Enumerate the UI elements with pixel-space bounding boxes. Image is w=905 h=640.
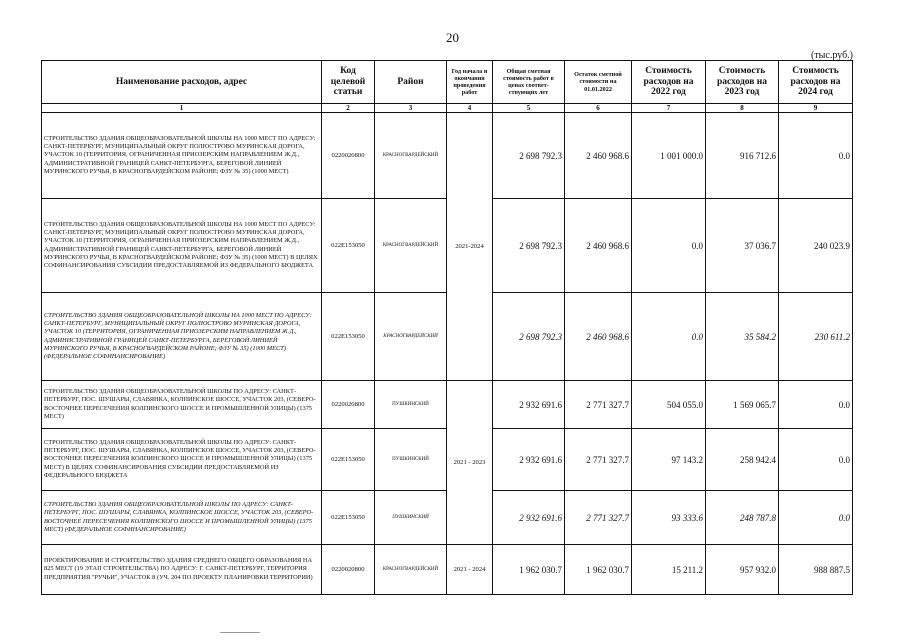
column-number-row (42, 104, 853, 113)
column-number: 8 (706, 104, 779, 113)
header-cost-2022: Стоимость расходов на 2022 год (632, 61, 706, 104)
table-row (42, 113, 853, 199)
header-code: Код целевой статьи (322, 61, 375, 104)
total-estimate: 2 698 792.3 (493, 293, 565, 381)
column-number: 3 (375, 104, 447, 113)
cost-2022: 0.0 (632, 293, 706, 381)
cost-2022: 504 055.0 (632, 381, 706, 429)
cost-2023: 248 787.8 (706, 491, 779, 545)
work-years: 2021 - 2024 (447, 545, 493, 595)
cost-2024: 230 611.2 (779, 293, 853, 381)
cost-2024: 0.0 (779, 113, 853, 199)
estimate-remainder: 2 771 327.7 (565, 491, 632, 545)
estimate-remainder: 2 460 968.6 (565, 199, 632, 293)
budget-table (41, 60, 853, 595)
cost-2023: 1 569 065.7 (706, 381, 779, 429)
target-code: 0220020800 (322, 545, 375, 595)
work-years: 2021 - 2023 (447, 381, 493, 545)
total-estimate: 2 698 792.3 (493, 199, 565, 293)
column-number: 9 (779, 104, 853, 113)
expense-name: СТРОИТЕЛЬСТВО ЗДАНИЯ ОБЩЕОБРАЗОВАТЕЛЬНОЙ ШКОЛЫ НА 1000 МЕСТ ПО АДРЕСУ: САНКТ-ПЕТЕРБУРГ, МУНИЦИПАЛЬНЫЙ ОКРУГ ПОЛЮСТРОВО МУРИНСКАЯ ДОРОГА, УЧАСТОК 10 (ТЕРРИТОРИЯ, ОГРАНИЧЕННАЯ ПРИОЗЕРСКИМ НАПРАВЛЕНИЕМ Ж.Д., АДМИНИСТРАТИВНОЙ ГРАНИЦЕЙ САНКТ-ПЕТЕРБУРГА, БЕРЕГОВОЙ ЛИНИЕЙ МУРИНСКОГО РУЧЬЯ, В КРАСНОГВАРДЕЙСКОМ РАЙОНЕ; ФЗУ № 35) (1000 МЕСТ) В ЦЕЛЯХ СОФИНАНСИРОВАНИЯ СУБСИДИИ ПРЕДОСТАВЛЯЕМОЙ ИЗ ФЕДЕРАЛЬНОГО БЮДЖЕТА (42, 199, 322, 293)
estimate-remainder: 2 460 968.6 (565, 113, 632, 199)
cost-2023: 916 712.6 (706, 113, 779, 199)
expense-name: ПРОЕКТИРОВАНИЕ И СТРОИТЕЛЬСТВО ЗДАНИЯ СРЕДНЕГО ОБЩЕГО ОБРАЗОВАНИЯ НА 825 МЕСТ (19 ЭТАП СТРОИТЕЛЬСТВА) ПО АДРЕСУ: Г. САНКТ-ПЕТЕРБУРГ, ТЕРРИТОРИЯ ПРЕДПРИЯТИЯ "РУЧЬИ", УЧАСТОК 8 (УЧ. 204 ПО ПРОЕКТУ ПЛАНИРОВКИ ТЕРРИТОРИИ) (42, 545, 322, 595)
cost-2024: 240 023.9 (779, 199, 853, 293)
header-cost-2023: Стоимость расходов на 2023 год (706, 61, 779, 104)
estimate-remainder: 2 771 327.7 (565, 381, 632, 429)
header-remainder: Остаток сметной стоимости на 01.01.2022 (565, 61, 632, 104)
page-number: 20 (446, 30, 459, 45)
total-estimate: 2 932 691.6 (493, 491, 565, 545)
district: КРАСНОГВАРДЕЙСКИЙ (375, 199, 447, 293)
work-years: 2021-2024 (447, 113, 493, 381)
estimate-remainder: 2 460 968.6 (565, 293, 632, 381)
cost-2023: 37 036.7 (706, 199, 779, 293)
header-name: Наименование расходов, адрес (42, 61, 322, 104)
table-row (42, 381, 853, 429)
column-number: 7 (632, 104, 706, 113)
expense-name: СТРОИТЕЛЬСТВО ЗДАНИЯ ОБЩЕОБРАЗОВАТЕЛЬНОЙ ШКОЛЫ ПО АДРЕСУ: САНКТ-ПЕТЕРБУРГ, ПОС. ШУШАРЫ, СЛАВЯНКА, КОЛПИНСКОЕ ШОССЕ, УЧАСТОК 203, (СЕВЕРО-ВОСТОЧНЕЕ ПЕРЕСЕЧЕНИЯ КОЛПИНСКОГО ШОССЕ И ПРОМЫШЛЕННОЙ УЛИЦЫ) (1375 МЕСТ) (42, 381, 322, 429)
cost-2022: 1 001 000.0 (632, 113, 706, 199)
district: ПУШКИНСКИЙ (375, 429, 447, 491)
column-number: 5 (493, 104, 565, 113)
district: КРАСНОГВАРДЕЙСКИЙ (375, 293, 447, 381)
total-estimate: 2 932 691.6 (493, 381, 565, 429)
estimate-remainder: 2 771 327.7 (565, 429, 632, 491)
target-code: 0220020800 (322, 113, 375, 199)
column-number: 1 (42, 104, 322, 113)
column-number: 4 (447, 104, 493, 113)
cost-2024: 0.0 (779, 429, 853, 491)
target-code: 022E153050 (322, 199, 375, 293)
header-years: Год начала и окончания проведения работ (447, 61, 493, 104)
units-label: (тыс.руб.) (810, 50, 853, 61)
district: ПУШКИНСКИЙ (375, 381, 447, 429)
cost-2023: 957 932.0 (706, 545, 779, 595)
table-row (42, 545, 853, 595)
total-estimate: 2 932 691.6 (493, 429, 565, 491)
target-code: 022E153050 (322, 429, 375, 491)
target-code: 022E153050 (322, 491, 375, 545)
cost-2023: 258 942.4 (706, 429, 779, 491)
cost-2022: 0.0 (632, 199, 706, 293)
header-cost-2024: Стоимость расходов на 2024 год (779, 61, 853, 104)
header-estimate: Общая сметная стоимость работ в ценах соответ-ствующих лет (493, 61, 565, 104)
expense-name: СТРОИТЕЛЬСТВО ЗДАНИЯ ОБЩЕОБРАЗОВАТЕЛЬНОЙ ШКОЛЫ ПО АДРЕСУ: САНКТ-ПЕТЕРБУРГ, ПОС. ШУШАРЫ, СЛАВЯНКА, КОЛПИНСКОЕ ШОССЕ, УЧАСТОК 203, (СЕВЕРО-ВОСТОЧНЕЕ ПЕРЕСЕЧЕНИЯ КОЛПИНСКОГО ШОССЕ И ПРОМЫШЛЕННОЙ УЛИЦЫ) (1375 МЕСТ) (ФЕДЕРАЛЬНОЕ СОФИНАНСИРОВАНИЕ) (42, 491, 322, 545)
total-estimate: 2 698 792.3 (493, 113, 565, 199)
district: ПУШКИНСКИЙ (375, 491, 447, 545)
table-header-row (42, 61, 853, 104)
district: КРАСНОГВАРДЕЙСКИЙ (375, 113, 447, 199)
expense-name: СТРОИТЕЛЬСТВО ЗДАНИЯ ОБЩЕОБРАЗОВАТЕЛЬНОЙ ШКОЛЫ ПО АДРЕСУ: САНКТ-ПЕТЕРБУРГ, ПОС. ШУШАРЫ, СЛАВЯНКА, КОЛПИНСКОЕ ШОССЕ, УЧАСТОК 203, (СЕВЕРО-ВОСТОЧНЕЕ ПЕРЕСЕЧЕНИЯ КОЛПИНСКОГО ШОССЕ И ПРОМЫШЛЕННОЙ УЛИЦЫ) (1375 МЕСТ) В ЦЕЛЯХ СОФИНАНСИРОВАНИЯ СУБСИДИИ ПРЕДОСТАВЛЯЕМОЙ ИЗ ФЕДЕРАЛЬНОГО БЮДЖЕТА (42, 429, 322, 491)
cost-2022: 93 333.6 (632, 491, 706, 545)
page-edge-mark (220, 632, 260, 633)
cost-2022: 97 143.2 (632, 429, 706, 491)
expense-name: СТРОИТЕЛЬСТВО ЗДАНИЯ ОБЩЕОБРАЗОВАТЕЛЬНОЙ ШКОЛЫ НА 1000 МЕСТ ПО АДРЕСУ: САНКТ-ПЕТЕРБУРГ, МУНИЦИПАЛЬНЫЙ ОКРУГ ПОЛЮСТРОВО МУРИНСКАЯ ДОРОГА, УЧАСТОК 10 (ТЕРРИТОРИЯ, ОГРАНИЧЕННАЯ ПРИОЗЕРСКИМ НАПРАВЛЕНИЕМ Ж.Д., АДМИНИСТРАТИВНОЙ ГРАНИЦЕЙ САНКТ-ПЕТЕРБУРГА, БЕРЕГОВОЙ ЛИНИЕЙ МУРИНСКОГО РУЧЬЯ, В КРАСНОГВАРДЕЙСКОМ РАЙОНЕ; ФЗУ № 35) (1000 МЕСТ) (ФЕДЕРАЛЬНОЕ СОФИНАНСИРОВАНИЕ) (42, 293, 322, 381)
cost-2022: 15 211.2 (632, 545, 706, 595)
total-estimate: 1 962 030.7 (493, 545, 565, 595)
column-number: 2 (322, 104, 375, 113)
target-code: 0220020800 (322, 381, 375, 429)
estimate-remainder: 1 962 030.7 (565, 545, 632, 595)
column-number: 6 (565, 104, 632, 113)
cost-2024: 0.0 (779, 491, 853, 545)
expense-name: СТРОИТЕЛЬСТВО ЗДАНИЯ ОБЩЕОБРАЗОВАТЕЛЬНОЙ ШКОЛЫ НА 1000 МЕСТ ПО АДРЕСУ: САНКТ-ПЕТЕРБУРГ, МУНИЦИПАЛЬНЫЙ ОКРУГ ПОЛЮСТРОВО МУРИНСКАЯ ДОРОГА, УЧАСТОК 10 (ТЕРРИТОРИЯ, ОГРАНИЧЕННАЯ ПРИОЗЕРСКИМ НАПРАВЛЕНИЕМ Ж.Д., АДМИНИСТРАТИВНОЙ ГРАНИЦЕЙ САНКТ-ПЕТЕРБУРГА, БЕРЕГОВОЙ ЛИНИЕЙ МУРИНСКОГО РУЧЬЯ, В КРАСНОГВАРДЕЙСКОМ РАЙОНЕ; ФЗУ № 35) (1000 МЕСТ) (42, 113, 322, 199)
header-district: Район (375, 61, 447, 104)
target-code: 022E153050 (322, 293, 375, 381)
cost-2023: 35 584.2 (706, 293, 779, 381)
district: КРАСНОГВАРДЕЙСКИЙ (375, 545, 447, 595)
cost-2024: 0.0 (779, 381, 853, 429)
cost-2024: 988 887.5 (779, 545, 853, 595)
